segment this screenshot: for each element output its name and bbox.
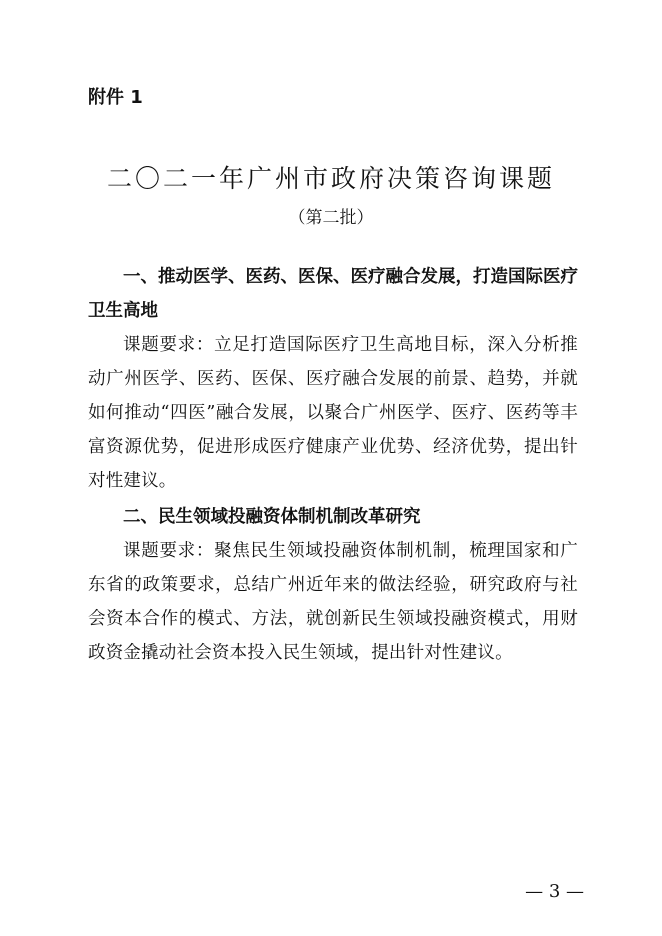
document-subtitle: （第二批） [288,208,374,228]
attachment-label: 附件 1 [88,87,143,108]
document-title: 二〇二一年广州市政府决策咨询课题 [106,164,555,193]
section-requirement-1: 课题要求：立足打造国际医疗卫生高地目标，深入分析推动广州医学、医药、医保、医疗融合发展的前景、趋势，并就如何推动“四医”融合发展，以聚合广州医学、医疗、医药等丰富资源优势，促进形成医疗健康产业优势、经济优势，提出针对性建议。 [88,335,578,491]
section-heading-1: 一、推动医学、医药、医保、医疗融合发展，打造国际医疗卫生高地 [88,267,578,321]
section-requirement-2: 课题要求：聚焦民生领域投融资体制机制，梳理国家和广东省的政策要求，总结广州近年来的做法经验，研究政府与社会资本合作的模式、方法，就创新民生领域投融资模式，用财政资金撬动社会资本投入民生领域，提出针对性建议。 [88,541,578,663]
section-heading-2: 二、民生领域投融资体制机制改革研究 [123,507,421,527]
page-number: — 3 — [525,881,584,902]
document-body [88,260,578,670]
